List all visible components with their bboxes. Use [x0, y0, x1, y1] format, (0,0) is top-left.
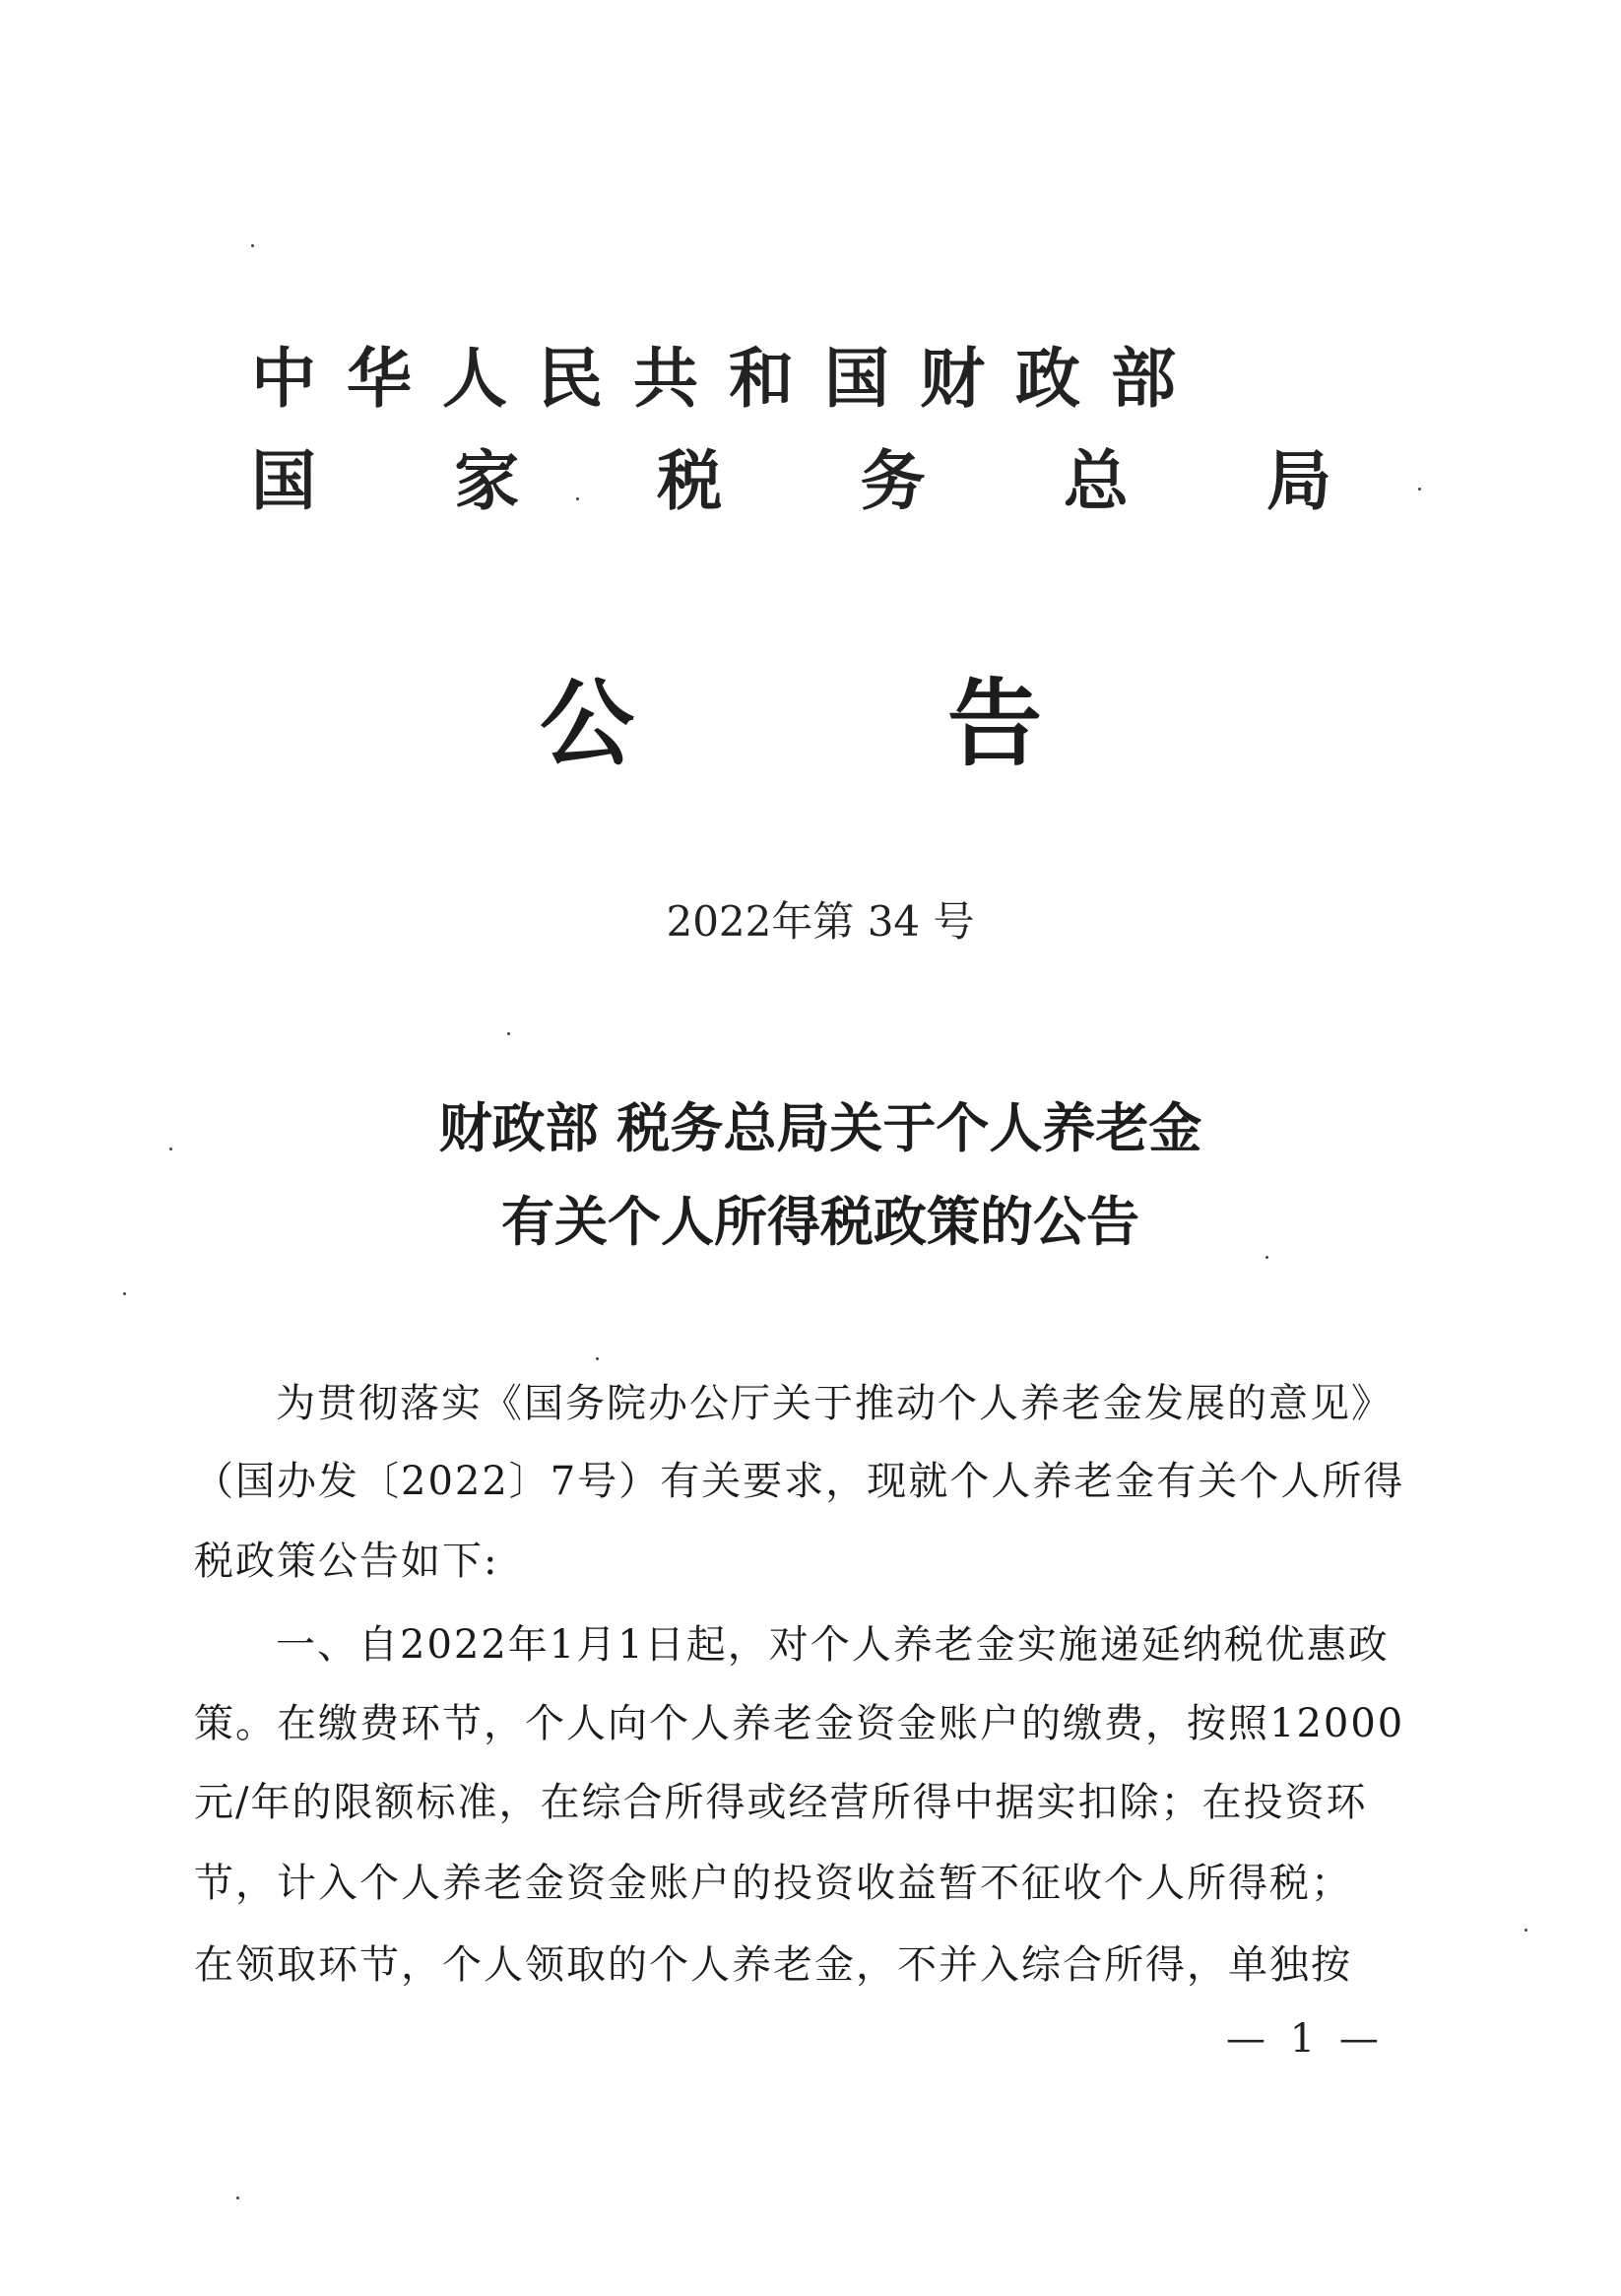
document-title-line-1: 财政部 税务总局关于个人养老金 [438, 1096, 1202, 1159]
body-paragraph-line: 一、自2022年1月1日起，对个人养老金实施递延纳税优惠政 [276, 1622, 1390, 1668]
body-paragraph-line: （国办发〔2022〕7号）有关要求，现就个人养老金有关个人所得 [194, 1459, 1405, 1504]
body-paragraph-line: 节，计入个人养老金资金账户的投资收益暂不征收个人所得税； [194, 1861, 1352, 1906]
issuer-ministry-of-finance: 中华人民共和国财政部 [251, 341, 1206, 417]
document-title-line-2: 有关个人所得税政策的公告 [501, 1190, 1139, 1253]
scan-speck [1418, 488, 1421, 491]
body-paragraph-line: 元/年的限额标准，在综合所得或经营所得中据实扣除；在投资环 [194, 1780, 1368, 1825]
issuer-char: 务 [860, 443, 926, 519]
doc-type-char: 告 [947, 669, 1042, 779]
body-paragraph-line: 在领取环节，个人领取的个人养老金，不并入综合所得，单独按 [194, 1942, 1352, 1988]
scan-speck [169, 1148, 172, 1150]
issuer-char: 总 [1063, 443, 1129, 519]
body-paragraph-line: 策。在缴费环节，个人向个人养老金资金账户的缴费，按照12000 [194, 1701, 1405, 1746]
scan-speck [123, 1292, 126, 1295]
scan-speck [251, 244, 254, 247]
issuer-char: 税 [657, 443, 723, 519]
body-paragraph-line: 税政策公告如下: [194, 1539, 499, 1584]
doc-type-char: 公 [540, 669, 634, 779]
issuer-char: 国 [251, 443, 316, 519]
issuer-state-taxation-administration [251, 442, 1331, 521]
document-number: 2022年第 34 号 [666, 897, 975, 946]
issuer-char: 局 [1265, 443, 1331, 519]
scan-speck [507, 1032, 510, 1035]
page-number: — 1 — [1226, 2016, 1385, 2062]
body-paragraph-line: 为贯彻落实《国务院办公厅关于推动个人养老金发展的意见》 [276, 1381, 1393, 1426]
issuer-char: 家 [454, 443, 520, 519]
scan-speck [1265, 1256, 1268, 1259]
document-type-heading [540, 670, 1042, 778]
scan-speck [236, 2197, 239, 2199]
scan-speck [1524, 1929, 1527, 1932]
scan-speck [576, 497, 579, 500]
scan-speck [596, 1357, 599, 1360]
